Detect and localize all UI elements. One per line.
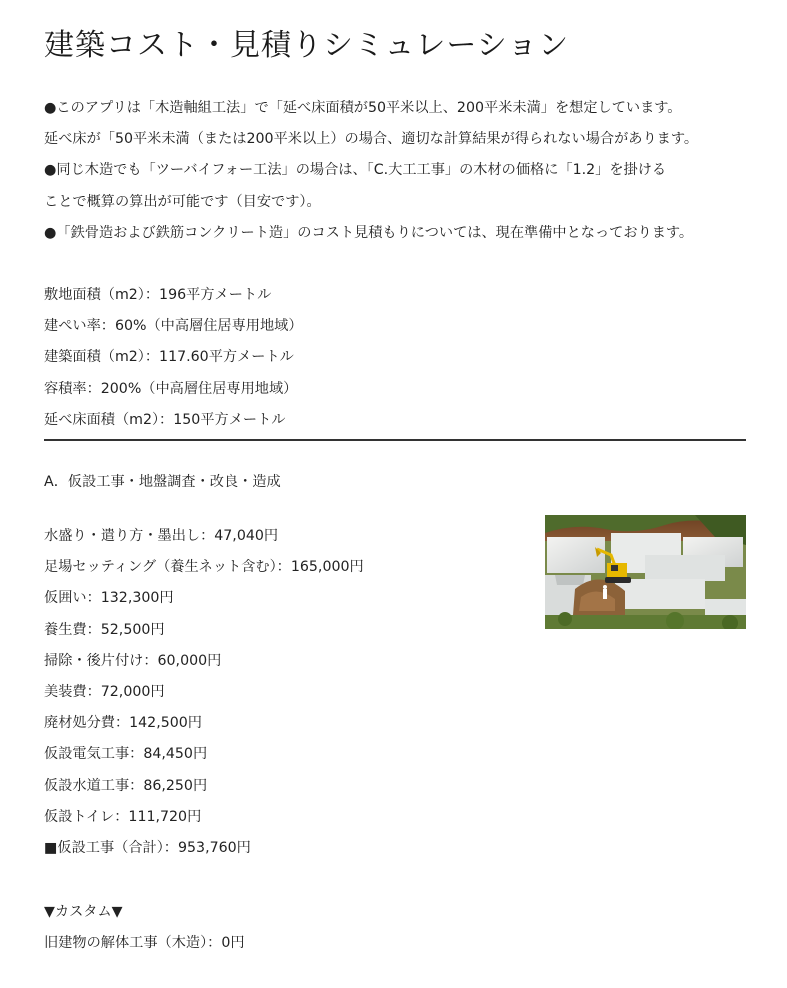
intro-line: ●同じ木造でも「ツーバイフォー工法」の場合は、「C.大工工事」の木材の価格に「1.2」を掛ける: [44, 162, 667, 179]
cost-item-hoarding: 仮囲い：132,300円: [44, 590, 174, 607]
page-title: 建築コスト・見積りシミュレーション: [44, 28, 570, 63]
construction-site-photo: [545, 515, 746, 629]
intro-line: ●このアプリは「木造軸組工法」で「延べ床面積が50平米以上、200平米未満」を想定しています。: [44, 100, 682, 116]
total-floor-area: 延べ床面積（m2）：150平方メートル: [44, 411, 286, 428]
cost-item-temp-water: 仮設水道工事：86,250円: [44, 777, 208, 794]
custom-section: [44, 897, 245, 959]
coverage-ratio: 建ぺい率：60%（中高層住居専用地域）: [44, 318, 303, 335]
building-area: 建築面積（m2）：117.60平方メートル: [44, 349, 294, 366]
demolition-cost: 旧建物の解体工事（木造）：0円: [44, 935, 245, 952]
section-a-title: A．仮設工事・地盤調査・改良・造成: [44, 474, 281, 490]
intro-line: 延べ床が「50平米未満（または200平米以上）の場合、適切な計算結果が得られない場合があります。: [44, 131, 699, 148]
cost-item-temp-toilet: 仮設トイレ：111,720円: [44, 808, 202, 825]
intro-line: ことで概算の算出が可能です（目安です）。: [44, 193, 321, 210]
cost-item-temp-electric: 仮設電気工事：84,450円: [44, 746, 208, 763]
cost-item-scaffolding: 足場セッティング（養生ネット含む）：165,000円: [44, 559, 364, 576]
cost-subtotal: ■仮設工事（合計）：953,760円: [44, 840, 251, 857]
cost-item-protection: 養生費：52,500円: [44, 621, 165, 638]
intro-notes: [44, 93, 784, 249]
cost-item-layout-marking: 水盛り・遣り方・墨出し：47,040円: [44, 528, 279, 544]
site-area: 敷地面積（m2）：196平方メートル: [44, 287, 272, 303]
custom-heading: ▼カスタム▼: [44, 904, 123, 920]
section-a-cost-list: [44, 521, 364, 864]
cost-item-waste-disposal: 廃材処分費：142,500円: [44, 715, 202, 732]
floor-area-ratio: 容積率：200%（中高層住居専用地域）: [44, 380, 298, 397]
site-conditions: [44, 280, 303, 436]
cost-item-finishing-clean: 美装費：72,000円: [44, 684, 165, 701]
intro-line: ●「鉄骨造および鉄筋コンクリート造」のコスト見積もりについては、現在準備中となっております。: [44, 224, 694, 241]
cost-item-cleanup: 掃除・後片付け：60,000円: [44, 652, 222, 669]
divider: [44, 439, 746, 441]
